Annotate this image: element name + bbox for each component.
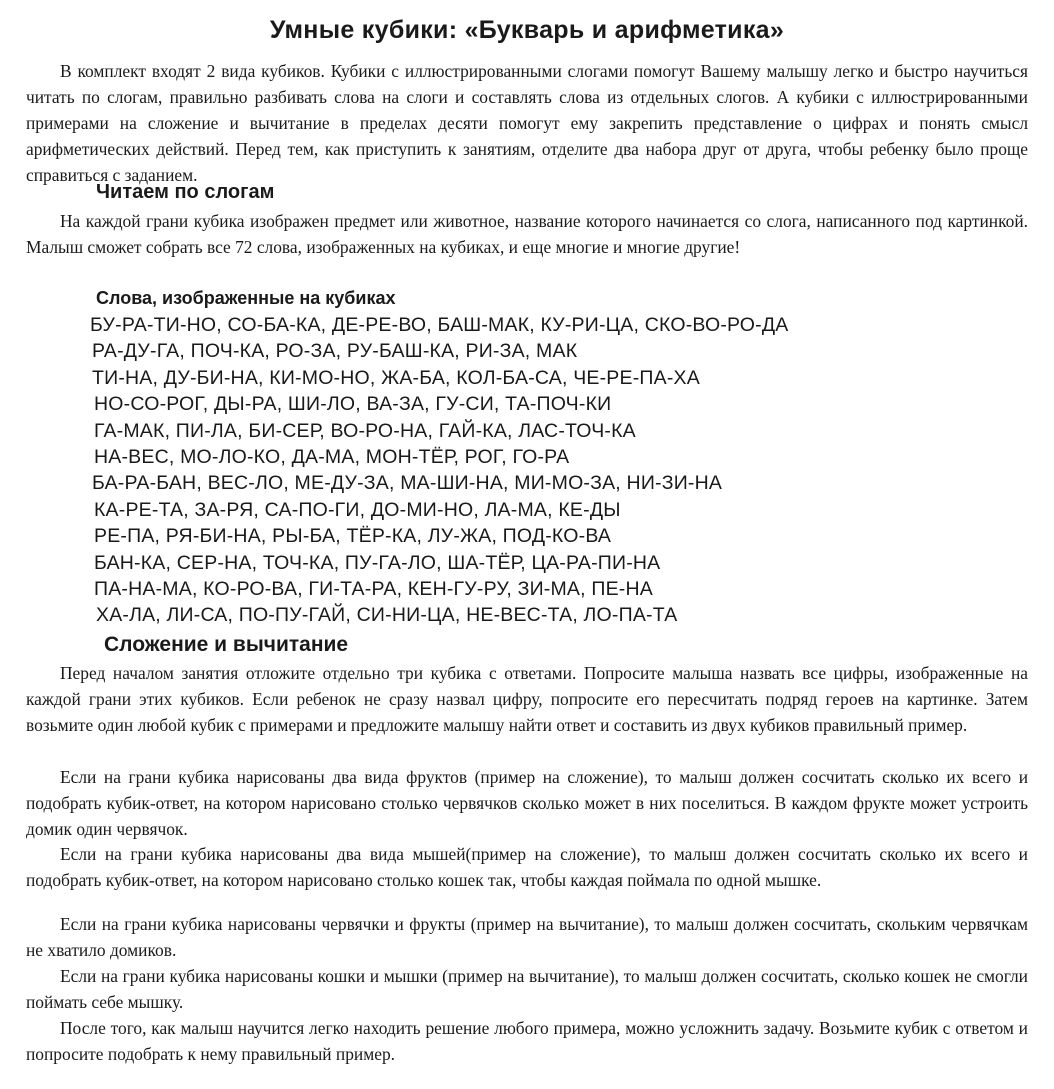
word-line: ПА-НА-МА, КО-РО-ВА, ГИ-ТА-РА, КЕН-ГУ-РУ, ЗИ-МА, ПЕ-НА: [94, 578, 653, 601]
math-text: После того, как малыш научится легко находить решение любого примера, можно усложнить задачу. Возьмите кубик с ответом и попросите подобрать к нему правильный пример.: [26, 1018, 1028, 1064]
math-paragraph: [26, 963, 1028, 1015]
math-paragraph: [26, 841, 1028, 893]
word-line: КА-РЕ-ТА, ЗА-РЯ, СА-ПО-ГИ, ДО-МИ-НО, ЛА-МА, КЕ-ДЫ: [94, 498, 621, 521]
math-paragraph: [26, 660, 1028, 738]
word-line: БА-РА-БАН, ВЕС-ЛО, МЕ-ДУ-ЗА, МА-ШИ-НА, МИ-МО-ЗА, НИ-ЗИ-НА: [92, 472, 723, 495]
word-line: НО-СО-РОГ, ДЫ-РА, ШИ-ЛО, ВА-ЗА, ГУ-СИ, ТА-ПОЧ-КИ: [94, 393, 612, 416]
word-line: БУ-РА-ТИ-НО, СО-БА-КА, ДЕ-РЕ-ВО, БАШ-МАК, КУ-РИ-ЦА, СКО-ВО-РО-ДА: [90, 314, 789, 336]
word-line: ХА-ЛА, ЛИ-СА, ПО-ПУ-ГАЙ, СИ-НИ-ЦА, НЕ-ВЕС-ТА, ЛО-ПА-ТА: [96, 604, 678, 627]
section-heading-reading: Читаем по слогам: [96, 181, 275, 203]
math-text: Если на грани кубика нарисованы два вида мышей(пример на сложение), то малыш должен сосчитать сколько их всего и подобрать кубик-ответ, на котором нарисовано столько кошек так, чтобы каждая поймала по одной мышке.: [26, 844, 1028, 890]
math-paragraph: [26, 911, 1028, 963]
words-list-heading: Слова, изображенные на кубиках: [96, 288, 396, 308]
intro-text: В комплект входят 2 вида кубиков. Кубики с иллюстрированными слогами помогут Вашему малышу легко и быстро научиться читать по слогам, правильно разбивать слова на слоги и составлять слова из отдельных слогов. А кубики с иллюстрированными примерами на сложение и вычитание в пределах десяти помогут ему закрепить представление о цифрах и понять смысл арифметических действий. Перед тем, как приступить к занятиям, отделите два набора друг от друга, чтобы ребенку было проще справиться с заданием.: [26, 61, 1028, 185]
math-text: Перед началом занятия отложите отдельно три кубика с ответами. Попросите малыша назвать все цифры, изображенные на каждой грани этих кубиков. Если ребенок не сразу назвал цифру, попросите его пересчитать подряд героев на картинке. Затем возьмите один любой кубик с примерами и предложите малышу найти ответ и составить из двух кубиков правильный пример.: [26, 663, 1028, 735]
section-heading-math: Сложение и вычитание: [104, 633, 349, 656]
word-line: НА-ВЕС, МО-ЛО-КО, ДА-МА, МОН-ТЁР, РОГ, ГО-РА: [94, 446, 570, 469]
syllable-word-list: [90, 312, 990, 629]
intro-paragraph: [26, 58, 1028, 188]
page-title: Умные кубики: «Букварь и арифметика»: [269, 16, 785, 44]
reading-text: На каждой грани кубика изображен предмет или животное, название которого начинается со слога, написанного под картинкой. Малыш сможет собрать все 72 слова, изображенных на кубиках, и еще многие и многие другие!: [26, 211, 1028, 257]
math-text: Если на грани кубика нарисованы червячки и фрукты (пример на вычитание), то малыш должен сосчитать, скольким червячкам не хватило домиков.: [26, 914, 1028, 960]
reading-paragraph: [26, 208, 1028, 260]
word-line: ГА-МАК, ПИ-ЛА, БИ-СЕР, ВО-РО-НА, ГАЙ-КА, ЛАС-ТОЧ-КА: [94, 419, 636, 442]
math-text: Если на грани кубика нарисованы два вида фруктов (пример на сложение), то малыш должен сосчитать сколько их всего и подобрать кубик-ответ, на котором нарисовано столько червячков сколько может в них поселиться. В каждом фрукте может устроить домик один червячок.: [26, 767, 1028, 839]
word-line: РА-ДУ-ГА, ПОЧ-КА, РО-ЗА, РУ-БАШ-КА, РИ-ЗА, МАК: [92, 340, 578, 363]
word-line: РЕ-ПА, РЯ-БИ-НА, РЫ-БА, ТЁР-КА, ЛУ-ЖА, ПОД-КО-ВА: [94, 525, 612, 548]
word-line: ТИ-НА, ДУ-БИ-НА, КИ-МО-НО, ЖА-БА, КОЛ-БА-СА, ЧЕ-РЕ-ПА-ХА: [92, 366, 700, 389]
word-line: БАН-КА, СЕР-НА, ТОЧ-КА, ПУ-ГА-ЛО, ША-ТЁР, ЦА-РА-ПИ-НА: [94, 551, 661, 574]
math-paragraph: [26, 764, 1028, 842]
math-paragraph: [26, 1015, 1028, 1067]
math-text: Если на грани кубика нарисованы кошки и мышки (пример на вычитание), то малыш должен сосчитать, сколько кошек не смогли поймать себе мышку.: [26, 966, 1028, 1012]
